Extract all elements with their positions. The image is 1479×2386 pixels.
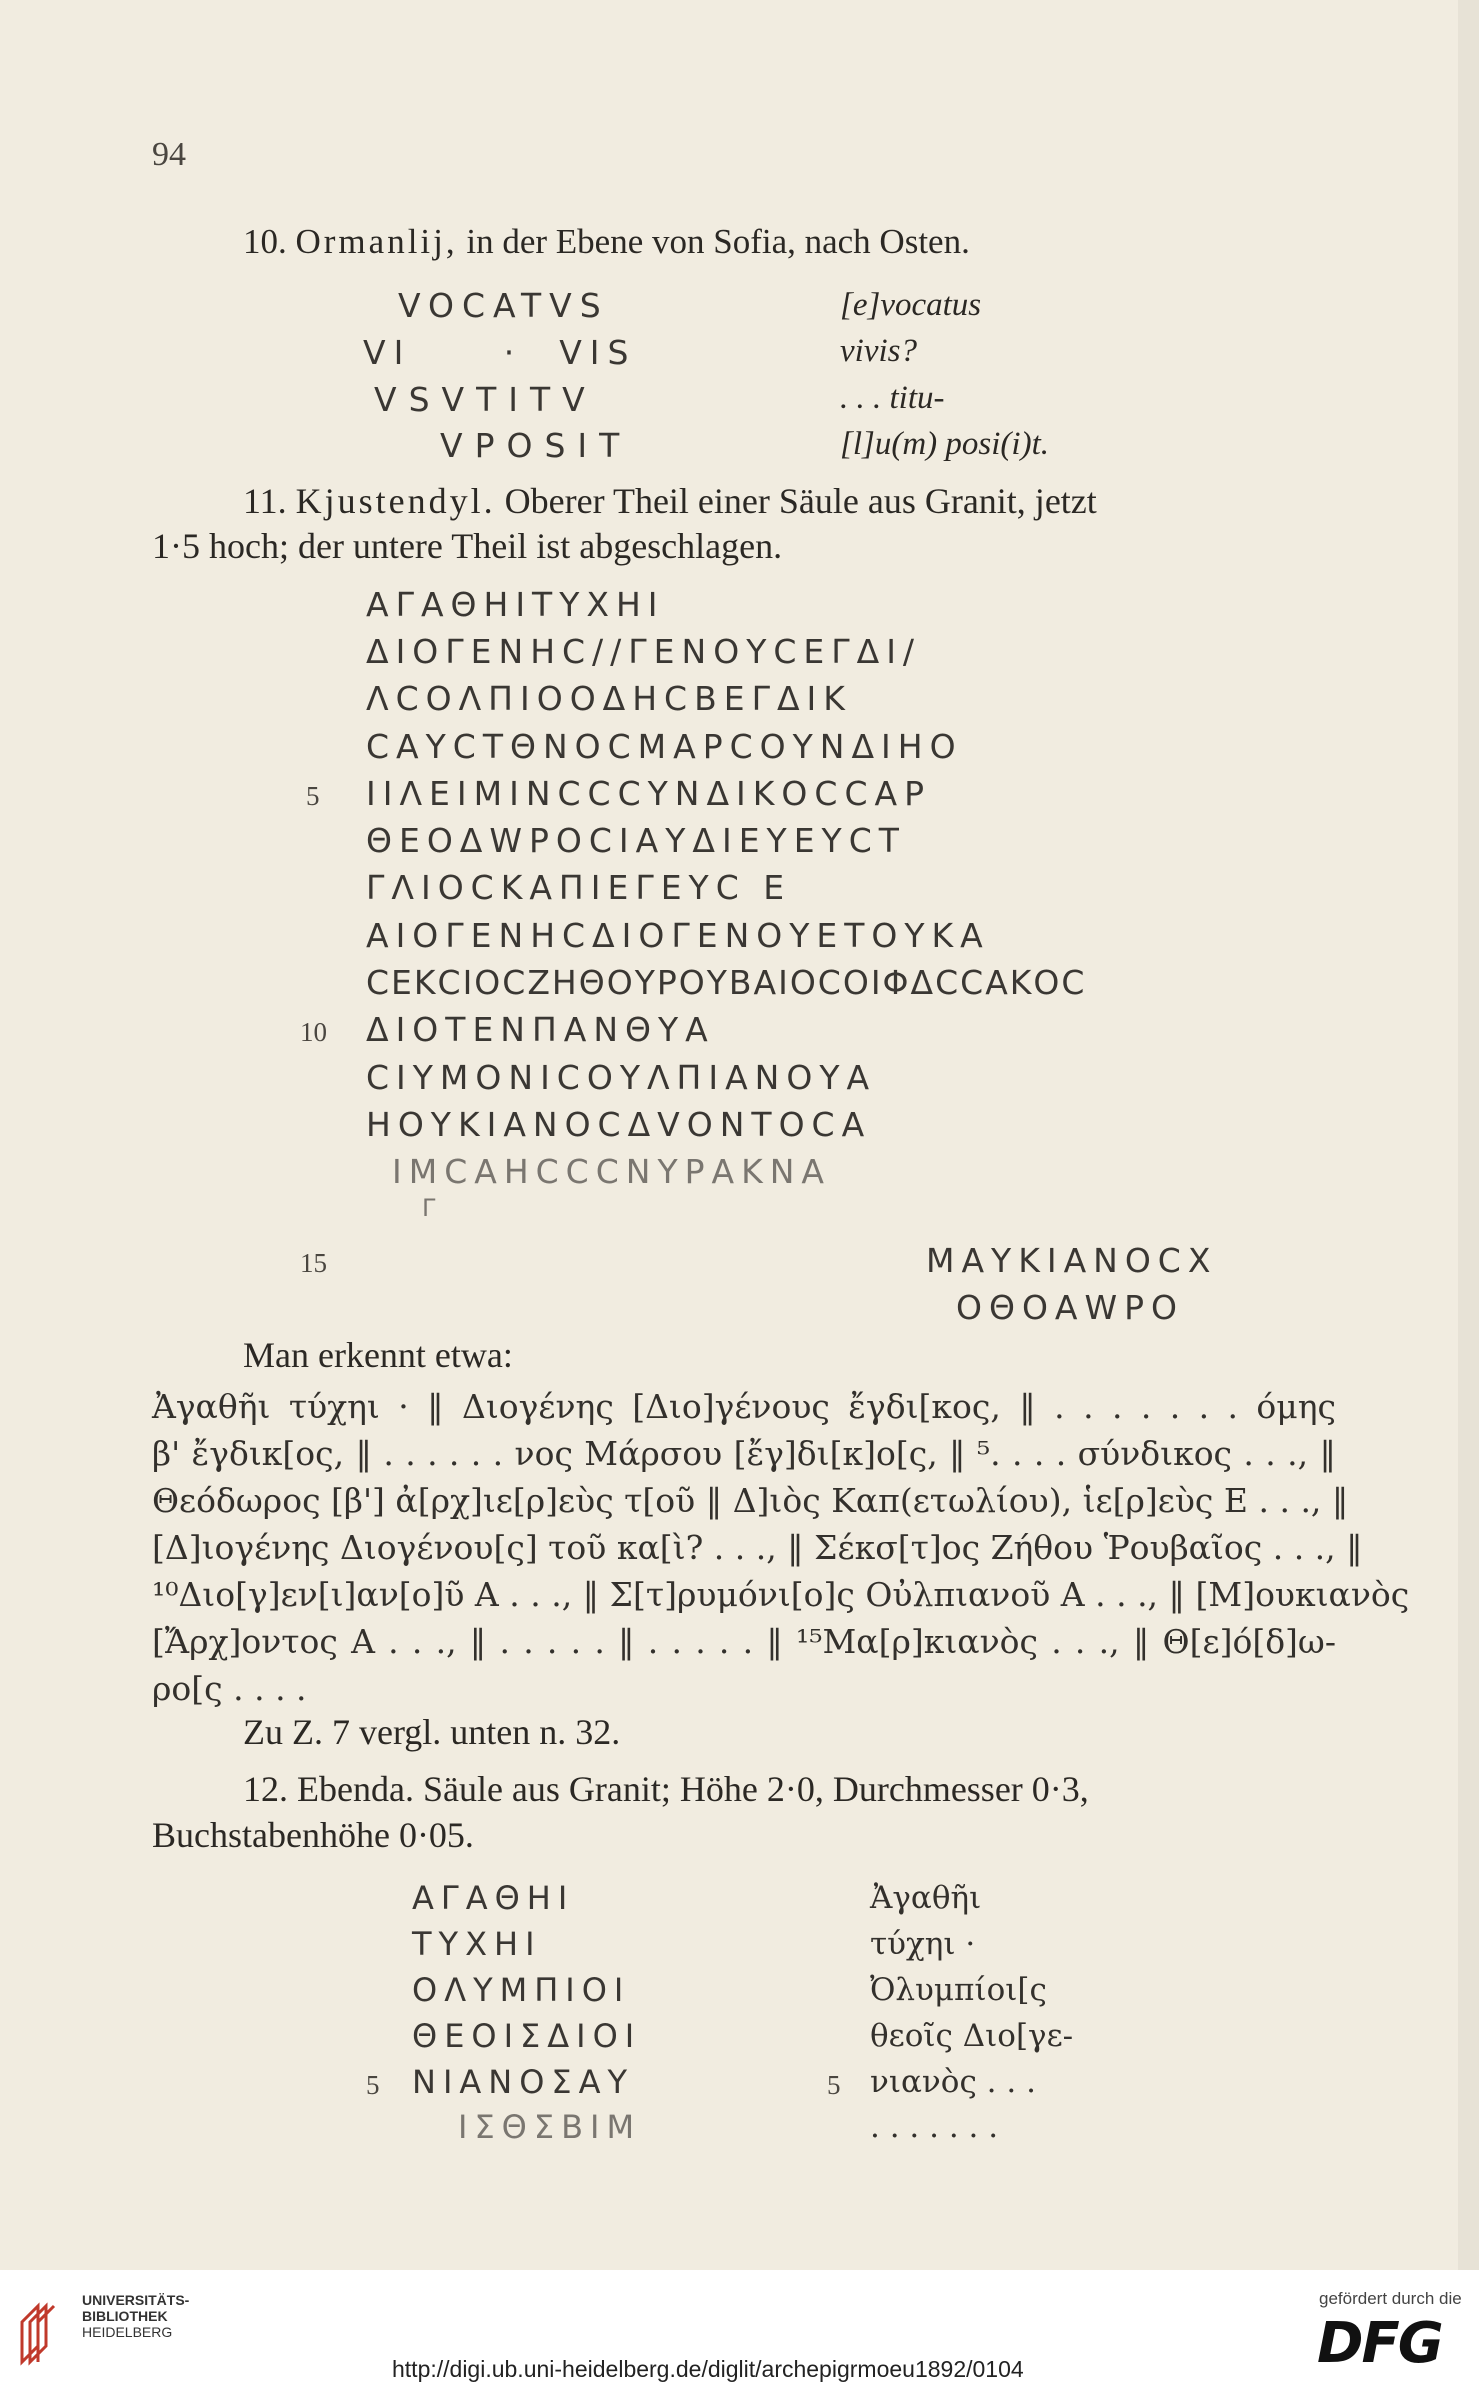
greek-reading-line: [Δ]ιογένης Διογένου[ς] τοῦ κα[ὶ? . . ., ‖ Σέκσ[τ]ος Ζήθου Ῥουβαῖος . . ., ‖ <box>152 1528 1363 1567</box>
library-name-line2: BIBLIOTHEK <box>82 2308 168 2324</box>
inscription-11-line: ΔΙΟΤΕΝΠΑΝΘΥΑ <box>366 1010 715 1049</box>
inscription-12-line: ΝΙΑΝΟΣΑΥ <box>412 2063 635 2101</box>
greek-reading-line: ¹⁰Διο[γ]εν[ι]αν[ο]ῦ Α . . ., ‖ Σ[τ]ρυμόνι[ο]ς Οὐλπιανοῦ Α . . ., ‖ [Μ]ουκιανὸς <box>152 1575 1410 1614</box>
line-number: 10 <box>300 1017 327 1047</box>
section-12-heading <box>243 1768 1089 1810</box>
man-erkennt-label: Man erkennt etwa: <box>243 1335 513 1375</box>
inscription-12-line: ΤΥΧΗΙ <box>412 1925 542 1963</box>
section-11-place: Kjustendyl. <box>295 481 496 521</box>
inscription-12-line: ΟΛΥΜΠΙΟΙ <box>412 1971 631 2009</box>
inscription-11-line: CΕΚCΙΟCΖΗΘΟΥΡΟΥΒΑΙΟCΟΙΦΔCCΑΚΟC <box>366 963 1087 1002</box>
inscription-11-line: ΔΙΟΓΕΝΗC//ΓΕΝΟΥCΕΓΔΙ/ <box>366 632 922 671</box>
page-edge <box>1458 0 1479 2270</box>
line-number: 15 <box>300 1248 327 1278</box>
inscription-11-line: ΓΛΙΟCΚΑΠΙΕΓΕΥC Ε <box>366 868 792 907</box>
section-12-text: Ebenda. Säule aus Granit; Höhe 2·0, Durchmesser 0·3, <box>297 1769 1089 1809</box>
transcription-12-line: Ἀγαθῆι <box>870 1880 982 1916</box>
inscription-11-line: ΑΓΑΘΗΙΤΥΧΗΙ <box>366 585 665 624</box>
greek-reading-line: ρο[ς . . . . <box>152 1669 307 1708</box>
funding-text: gefördert durch die <box>1319 2289 1462 2308</box>
line-number: 5 <box>306 781 320 811</box>
transcription-12-line: . . . . . . . <box>870 2109 999 2145</box>
section-10-text: in der Ebene von Sofia, nach Osten. <box>466 222 970 261</box>
inscription-12-line: ΘΕΟΙΣΔΙΟΙ <box>412 2017 642 2055</box>
greek-reading-line: β' ἔγδικ[ος, ‖ . . . . . . νος Μάρσου [ἔγ]δι[κ]ο[ς, ‖ ⁵. . . . σύνδικος . . ., ‖ <box>152 1434 1336 1473</box>
inscription-11-line: ΙΙΛΕΙΜΙΝCCCΥΝΔΙΚΟCCΑΡ <box>366 774 931 813</box>
transcription-10-line: vivis? <box>840 333 917 369</box>
inscription-11-line: CΙΥΜΟΝΙCΟΥΛΠΙΑΝΟΥΑ <box>366 1058 877 1097</box>
section-11-heading <box>243 480 1097 522</box>
greek-reading-line: Ἀγαθῆι τύχηι · ‖ Διογένης [Διο]γένους ἔγδι[κος, ‖ . . . . . . . όμης <box>152 1387 1336 1426</box>
inscription-11-line: ΘΕΟΔWΡΟCΙΑΥΔΙΕΥΕΥCΤ <box>366 821 906 860</box>
transcription-12-line: νιανὸς . . . <box>870 2064 1036 2100</box>
transcription-10-line: [e]vocatus <box>840 287 982 323</box>
library-name-line3: HEIDELBERG <box>82 2324 173 2340</box>
inscription-12-line: ΙΣΘΣΒΙΜ <box>458 2108 642 2146</box>
transcription-10-line: [l]u(m) posi(i)t. <box>840 426 1049 462</box>
inscription-12-line: ΑΓΑΘΗΙ <box>412 1879 575 1917</box>
inscription-11-line: ΛCΟΛΠΙΟΟΔΗCΒΕΓΔΙΚ <box>366 679 852 718</box>
inscription-11-line: ΜΑΥΚΙΑΝΟCΧ <box>926 1241 1218 1280</box>
inscription-11-line: CΑΥCΤΘΝΟCΜΑΡCΟΥΝΔΙΗΟ <box>366 727 963 766</box>
inscription-11-line: ΑΙΟΓΕΝΗCΔΙΟΓΕΝΟΥΕΤΟΥΚΑ <box>366 916 990 955</box>
dfg-logo: DFG <box>1317 2311 1442 2376</box>
section-12-heading-line2: Buchstabenhöhe 0·05. <box>152 1815 474 1855</box>
inscription-10-line: VI · VIS <box>363 333 637 372</box>
transcription-12-line: θεοῖς Διο[γε- <box>870 2018 1074 2054</box>
transcription-12-line: Ὀλυμπίοι[ς <box>870 1972 1047 2008</box>
inscription-11-line: ΗΟΥΚΙΑΝΟCΔVΟΝΤΟCΑ <box>366 1105 872 1144</box>
section-11-text: Oberer Theil einer Säule aus Granit, jetzt <box>504 481 1097 521</box>
section-10-heading <box>243 222 970 262</box>
inscription-11-line: ΙΜCΑΗCCCΝΥΡΑΚΝΑ <box>392 1152 831 1191</box>
library-logo-icon <box>14 2292 60 2368</box>
page-number: 94 <box>152 136 186 173</box>
transcription-12-line: τύχηι · <box>870 1926 976 1962</box>
section-10-place: Ormanlij, <box>295 222 458 261</box>
inscription-10-line: VSVTITV <box>374 380 597 419</box>
section-12-number: 12. <box>243 1769 288 1809</box>
inscription-10-line: VOCATVS <box>398 286 609 325</box>
line-number: 5 <box>366 2070 380 2100</box>
library-name-line1: UNIVERSITÄTS- <box>82 2292 190 2308</box>
inscription-11-line: Γ <box>422 1194 443 1222</box>
inscription-10-line: VPOSIT <box>440 426 632 465</box>
section-10-number: 10. <box>243 222 287 261</box>
source-url-link[interactable]: http://digi.ub.uni-heidelberg.de/diglit/archepigrmoeu1892/0104 <box>392 2356 1024 2382</box>
section-11-number: 11. <box>243 481 287 521</box>
line-number: 5 <box>827 2070 841 2100</box>
section-11-heading-line2: 1·5 hoch; der untere Theil ist abgeschlagen. <box>152 526 783 566</box>
cross-reference: Zu Z. 7 vergl. unten n. 32. <box>243 1712 621 1752</box>
greek-reading-line: [Ἄρχ]οντος Α . . ., ‖ . . . . . ‖ . . . . . ‖ ¹⁵Μα[ρ]κιανὸς . . ., ‖ Θ[ε]ό[δ]ω- <box>152 1622 1336 1661</box>
greek-reading-line: Θεόδωρος [β'] ἀ[ρχ]ιε[ρ]εὺς τ[οῦ ‖ Δ]ιὸς Καπ(ετωλίου), ἱε[ρ]εὺς Ε . . ., ‖ <box>152 1481 1349 1520</box>
inscription-11-line: ΟΘΟΑWΡΟ <box>956 1288 1185 1327</box>
transcription-10-line: . . . titu- <box>840 380 945 416</box>
